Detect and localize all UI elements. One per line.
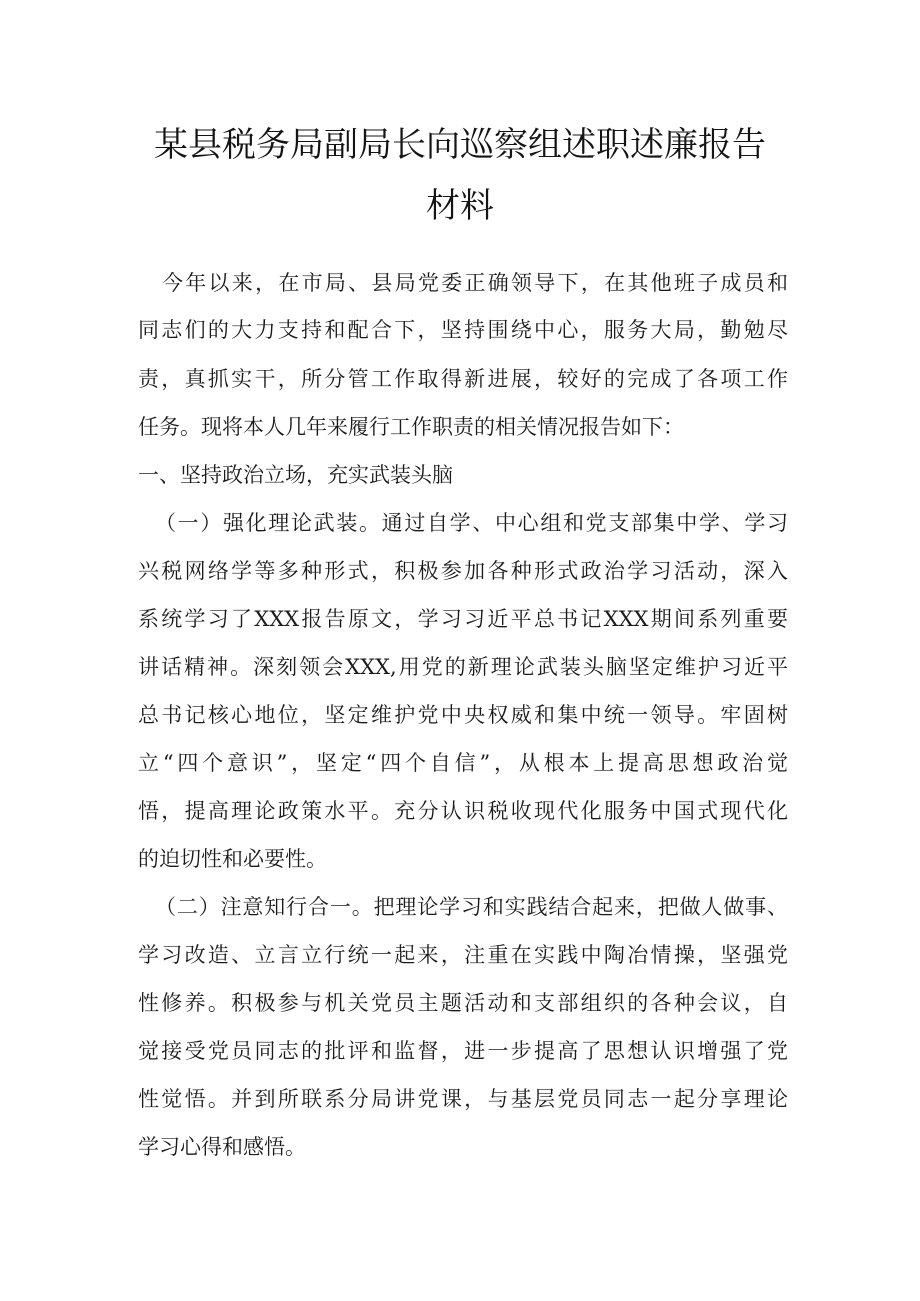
body-line: 责，真抓实干，所分管工作取得新进展，较好的完成了各项工作 bbox=[138, 367, 788, 391]
body-line: 兴税网络学等多种形式，积极参加各种形式政治学习活动，深入 bbox=[138, 559, 788, 583]
body-line: 性觉悟。并到所联系分局讲党课，与基层党员同志一起分享理论 bbox=[138, 1087, 788, 1111]
body-line: 讲话精神。深刻领会XXX,用党的新理论武装头脑坚定维护习近平 bbox=[138, 655, 788, 679]
body-line: 学习心得和感悟。 bbox=[138, 1135, 306, 1159]
body-line: 今年以来，在市局、县局党委正确领导下，在其他班子成员和 bbox=[162, 271, 788, 295]
subsection-heading-line: （一）强化理论武装。通过自学、中心组和党支部集中学、学习 bbox=[155, 511, 788, 535]
body-line: 学习改造、立言立行统一起来，注重在实践中陶冶情操，坚强党 bbox=[138, 943, 788, 967]
body-line: 同志们的大力支持和配合下，坚持围绕中心，服务大局，勤勉尽 bbox=[138, 318, 788, 342]
body-line: 觉接受党员同志的批评和监督，进一步提高了思想认识增强了党 bbox=[138, 1039, 788, 1063]
subsection-heading-line: （二）注意知行合一。把理论学习和实践结合起来，把做人做事、 bbox=[155, 895, 788, 919]
body-line: 悟，提高理论政策水平。充分认识税收现代化服务中国式现代化 bbox=[138, 799, 788, 823]
document-title-line2: 材料 bbox=[426, 186, 494, 226]
document-title-line1: 某县税务局副局长向巡察组述职述廉报告 bbox=[154, 125, 766, 165]
body-line: 总书记核心地位，坚定维护党中央权威和集中统一领导。牢固树 bbox=[138, 703, 788, 727]
body-line: 系统学习了XXX报告原文，学习习近平总书记XXX期间系列重要 bbox=[138, 607, 788, 631]
body-line: 立“四个意识”，坚定“四个自信”，从根本上提高思想政治觉 bbox=[138, 751, 788, 775]
body-line: 性修养。积极参与机关党员主题活动和支部组织的各种会议，自 bbox=[138, 991, 788, 1015]
section-heading: 一、坚持政治立场，充实武装头脑 bbox=[138, 463, 453, 487]
body-line: 的迫切性和必要性。 bbox=[138, 847, 327, 871]
body-line: 任务。现将本人几年来履行工作职责的相关情况报告如下： bbox=[138, 415, 684, 439]
